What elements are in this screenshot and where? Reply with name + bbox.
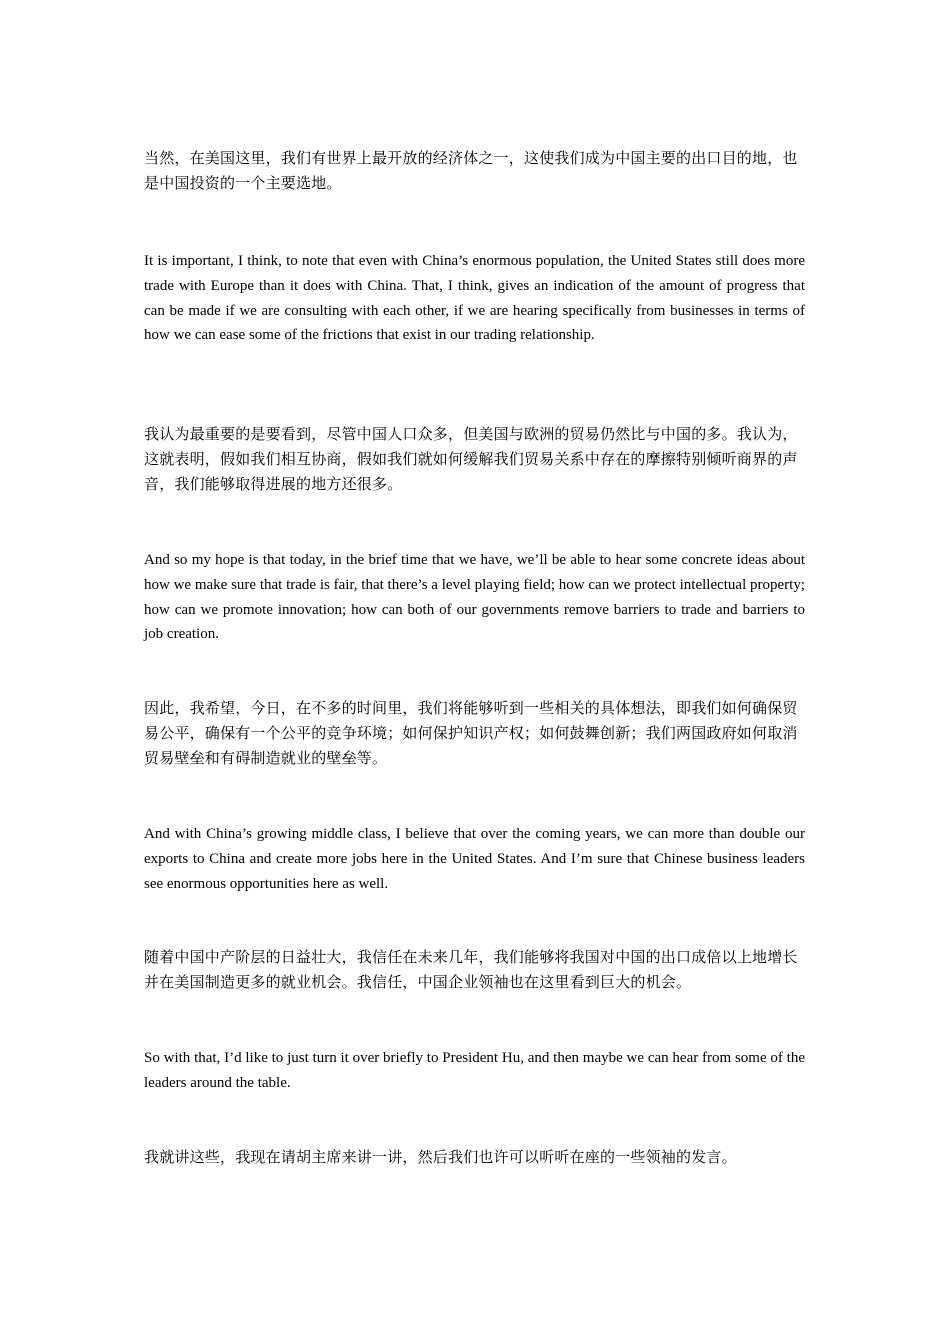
paragraph-zh-1: 当然，在美国这里，我们有世界上最开放的经济体之一，这使我们成为中国主要的出口目的地，也是中国投资的一个主要选地。 [144, 151, 798, 192]
paragraph-zh-5: 我就讲这些，我现在请胡主席来讲一讲，然后我们也许可以听听在座的一些领袖的发言。 [144, 1150, 737, 1166]
paragraph-en-1: It is important, I think, to note that even with China’s enormous population, the United States still does more trade with Europe than it does with China. That, I think, gives an indication of the amount of progress that can be made if we are consulting with each other, if we are hearing specifically from businesses in terms of how we can ease some of the frictions that exist in our trading relationship. [144, 253, 805, 344]
paragraph-en-3: And with China’s growing middle class, I believe that over the coming years, we can more than double our exports to China and create more jobs here in the United States. And I’m sure that Chinese business leaders see enormous opportunities here as well. [144, 826, 805, 892]
paragraph-en-4: So with that, I’d like to just turn it over briefly to President Hu, and then maybe we can hear from some of the leaders around the table. [144, 1050, 805, 1091]
paragraph-zh-2: 我认为最重要的是要看到，尽管中国人口众多，但美国与欧洲的贸易仍然比与中国的多。我认为，这就表明，假如我们相互协商，假如我们就如何缓解我们贸易关系中存在的摩擦特别倾听商界的声音，我们能够取得进展的地方还很多。 [144, 427, 798, 493]
paragraph-en-2: And so my hope is that today, in the brief time that we have, we’ll be able to hear some concrete ideas about how we make sure that trade is fair, that there’s a level playing field; how can we protect intellectual property; how can we promote innovation; how can both of our governments remove barriers to trade and barriers to job creation. [144, 552, 805, 643]
paragraph-zh-4: 随着中国中产阶层的日益壮大，我信任在未来几年，我们能够将我国对中国的出口成倍以上地增长并在美国制造更多的就业机会。我信任，中国企业领袖也在这里看到巨大的机会。 [144, 950, 798, 991]
paragraph-zh-3: 因此，我希望，今日，在不多的时间里，我们将能够听到一些相关的具体想法，即我们如何确保贸易公平，确保有一个公平的竞争环境；如何保护知识产权；如何鼓舞创新；我们两国政府如何取消贸易壁垒和有碍制造就业的壁垒等。 [144, 701, 798, 767]
